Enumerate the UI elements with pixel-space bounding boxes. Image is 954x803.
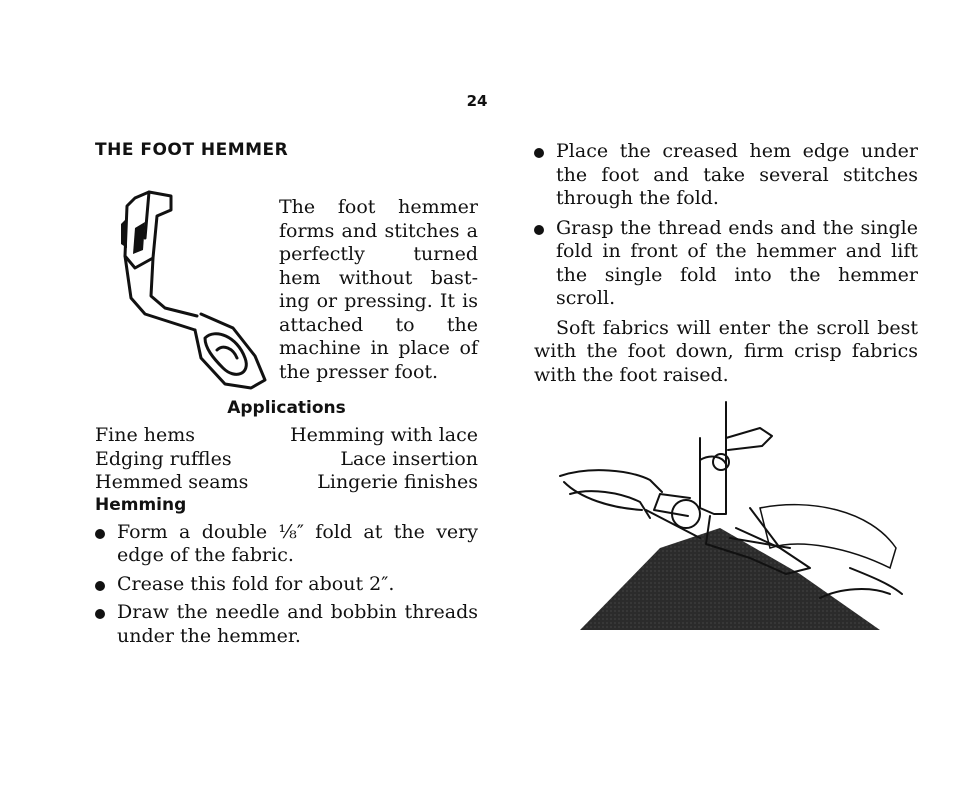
foot-hemmer-illustration (105, 188, 275, 398)
page-number: 24 (466, 92, 488, 110)
application-item: Hemming with lace (290, 424, 478, 446)
application-item: Fine hems (95, 424, 196, 446)
applications-row (95, 448, 478, 472)
hemming-steps (95, 521, 478, 649)
application-item: Lingerie finishes (317, 471, 478, 493)
application-item: Hemmed seams (95, 471, 249, 493)
applications-row (95, 424, 478, 448)
applications-heading: Applications (227, 398, 346, 418)
application-item: Lace insertion (340, 447, 478, 470)
applications-list (95, 424, 478, 495)
fabric-note: Soft fabrics will enter the scroll best with the foot down, firm crisp fabrics with the foot raised. (534, 316, 918, 386)
hemming-illustration (550, 398, 910, 638)
application-item: Edging ruffles (95, 447, 232, 470)
hemming-step: Draw the needle and bobbin threads under the hemmer. (95, 601, 478, 648)
foot-hemmer-intro: The foot hemmer forms and stitches a perfectly turned hem without bast-ing or pressing. It is attached to the machine in place of the presser foot. (279, 196, 478, 383)
hemming-steps-continued (534, 140, 918, 311)
hemming-step: Form a double ⅛″ fold at the very edge of the fabric. (95, 521, 478, 568)
hemming-step: Crease this fold for about 2″. (95, 573, 478, 597)
hemming-step: Grasp the thread ends and the single fold in front of the hemmer and lift the single fold into the hemmer scroll. (534, 217, 918, 311)
left-column (95, 140, 478, 653)
hemming-heading: Hemming (95, 494, 187, 515)
section-title: THE FOOT HEMMER (95, 140, 289, 160)
right-column (534, 140, 918, 387)
applications-row (95, 471, 478, 495)
hemming-step: Place the creased hem edge under the foot and take several stitches through the fold. (534, 140, 918, 211)
foot-hemmer-block (95, 160, 478, 398)
